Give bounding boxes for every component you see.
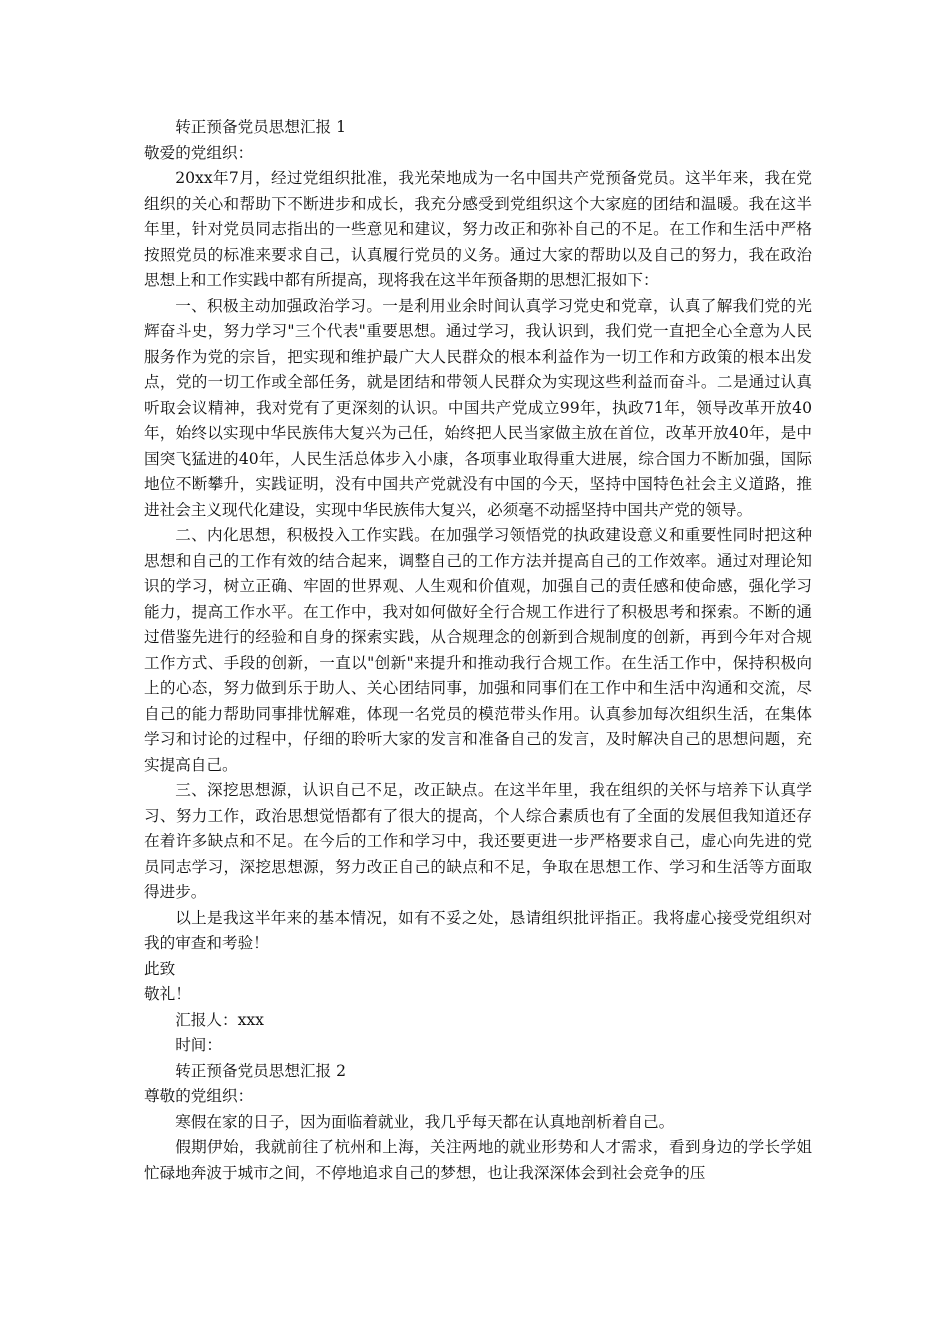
report-2-title: 转正预备党员思想汇报 2 <box>175 1061 347 1080</box>
report-1-date: 时间： <box>175 1036 222 1054</box>
report-1-signature: 汇报人：xxx <box>175 1010 264 1029</box>
document-body <box>144 115 812 1186</box>
report-1-paragraph: 20xx年7月，经过党组织批准，我光荣地成为一名中国共产党预备党员。这半年来，我在党组织的关心和帮助下不断进步和成长，我充分感受到党组织这个大家庭的团结和温暖。我在这半年里，针对党员同志指出的一些意见和建议，努力改正和弥补自己的不足。在工作和生活中严格按照党员的标准来要求自己，认真履行党员的义务。通过大家的帮助以及自己的努力，我在政治思想上和工作实践中都有所提高，现将我在这半年预备期的思想汇报如下： <box>144 169 812 289</box>
report-2-paragraph: 假期伊始，我就前往了杭州和上海，关注两地的就业形势和人才需求，看到身边的学长学姐忙碌地奔波于城市之间，不停地追求自己的梦想，也让我深深体会到社会竞争的压 <box>144 1138 812 1182</box>
report-1-closing: 此致 <box>144 959 176 978</box>
report-2-salutation: 尊敬的党组织： <box>144 1087 254 1105</box>
report-1-paragraph: 一、积极主动加强政治学习。一是利用业余时间认真学习党史和党章，认真了解我们党的光辉奋斗史，努力学习"三个代表"重要思想。通过学习，我认识到，我们党一直把全心全意为人民服务作为党的宗旨，把实现和维护最广大人民群众的根本利益作为一切工作和方政策的根本出发点，党的一切工作或全部任务，就是团结和带领人民群众为实现这些利益而奋斗。二是通过认真听取会议精神，我对党有了更深刻的认识。中国共产党成立99年，执政71年，领导改革开放40年，始终以实现中华民族伟大复兴为己任，始终把人民当家做主放在首位，改革开放40年，是中国突飞猛进的40年，人民生活总体步入小康，各项事业取得重大进展，综合国力不断加强，国际地位不断攀升，实践证明，没有中国共产党就没有中国的今天，坚持中国特色社会主义道路，推进社会主义现代化建设，实现中华民族伟大复兴，必须毫不动摇坚持中国共产党的领导。 <box>144 296 812 519</box>
report-1-paragraph: 三、深挖思想源，认识自己不足，改正缺点。在这半年里，我在组织的关怀与培养下认真学习、努力工作，政治思想觉悟都有了很大的提高，个人综合素质也有了全面的发展但我知道还存在着许多缺点和不足。在今后的工作和学习中，我还要更进一步严格要求自己，虚心向先进的党员同志学习，深挖思想源，努力改正自己的缺点和不足，争取在思想工作、学习和生活等方面取得进步。 <box>144 781 812 901</box>
report-1-title: 转正预备党员思想汇报 1 <box>175 118 347 136</box>
report-1-paragraph: 二、内化思想，积极投入工作实践。在加强学习领悟党的执政建设意义和重要性同时把这种思想和自己的工作有效的结合起来，调整自己的工作方法并提高自己的工作效率。通过对理论知识的学习，树立正确、牢固的世界观、人生观和价值观，加强自己的责任感和使命感，强化学习能力，提高工作水平。在工作中，我对如何做好全行合规工作进行了积极思考和探索。不断的通过借鉴先进行的经验和自身的探索实践，从合规理念的创新到合规制度的创新，再到今年对合规工作方式、手段的创新，一直以"创新"来提升和推动我行合规工作。在生活工作中，保持积极向上的心态，努力做到乐于助人、关心团结同事，加强和同事们在工作中和生活中沟通和交流，尽自己的能力帮助同事排忧解难，体现一名党员的模范带头作用。认真参加每次组织生活，在集体学习和讨论的过程中，仔细的聆听大家的发言和准备自己的发言，及时解决自己的思想问题，充实提高自己。 <box>144 526 812 774</box>
report-1-salutation: 敬爱的党组织： <box>144 143 254 162</box>
report-1-regards: 敬礼！ <box>144 985 191 1003</box>
report-2-paragraph: 寒假在家的日子，因为面临着就业，我几乎每天都在认真地剖析着自己。 <box>175 1112 675 1131</box>
report-1-paragraph: 以上是我这半年来的基本情况，如有不妥之处，恳请组织批评指正。我将虚心接受党组织对我的审查和考验！ <box>144 908 812 952</box>
